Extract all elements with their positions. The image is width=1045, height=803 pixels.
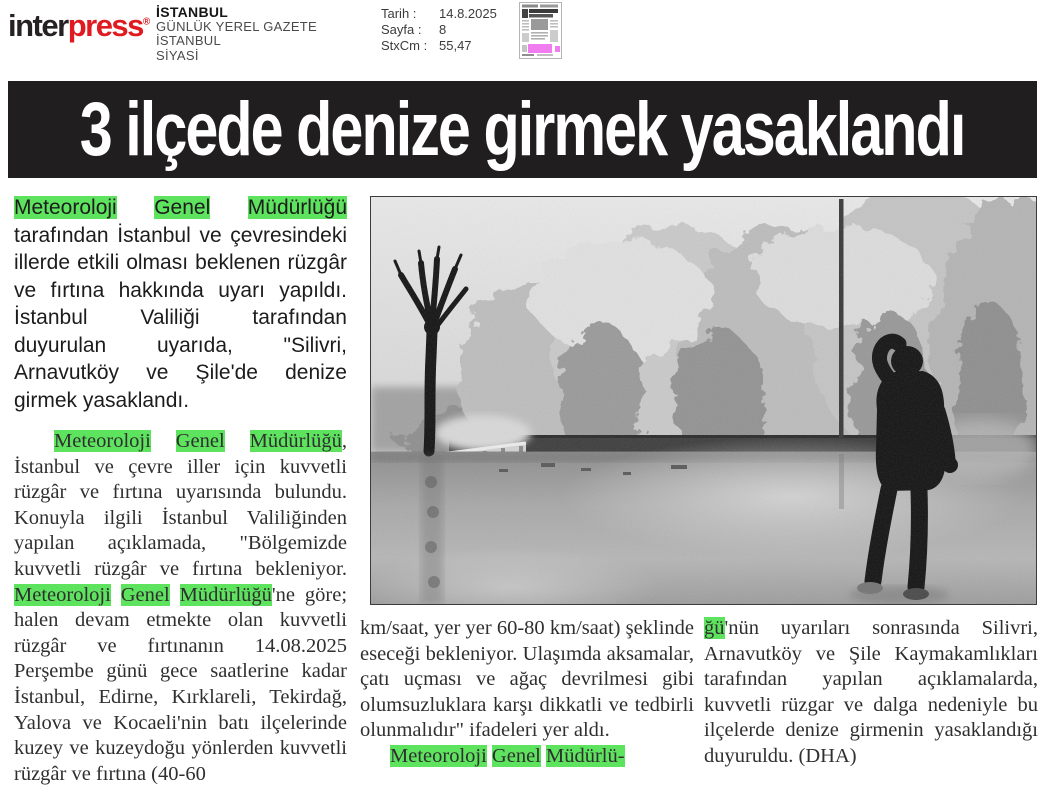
clipping-meta [381, 6, 497, 54]
meta-row-stxcm [381, 38, 497, 54]
body-paragraph-left: Meteoroloji Genel Müdürlüğü, İstanbul ve çevre iller için kuvvetli rüzgâr ve fırtına uyarısında bulundu. Konuyla ilgili İstanbul Valiliğinden yapılan açıklamada, "Bölgemizde kuvvetli rüzgâr ve fırtına bekleniyor. Meteoroloji Genel Müdürlüğü'ne göre; halen devam etmekte olan kuvvetli rüzgâr ve fırtınanın 14.08.2025 Perşembe günü gece saatlerine kadar İstanbul, Edirne, Kırklareli, Tekirdağ, Yalova ve Kocaeli'nin batı ilçelerinde kuzey ve kuzeydoğu yönlerden kuvvetli rüzgâr ve fırtına (40-60 [14, 430, 348, 785]
headline-bar [8, 81, 1037, 178]
column-middle [360, 616, 694, 770]
storm-photo [370, 196, 1037, 605]
registered-mark-icon: ® [142, 16, 151, 28]
publication-section: SİYASİ [156, 47, 199, 63]
interpress-logo [8, 8, 150, 44]
meta-value: 55,47 [439, 38, 472, 53]
lead-paragraph: Meteoroloji Genel Müdürlüğü tarafından İstanbul ve çevresindeki illerde etkili olması beklenen rüzgâr ve fırtına hakkında uyarı yapıldı. İstanbul Valiliği tarafından duyurulan uyarıda, "Silivri, Arnavutköy ve Şile'de denize girmek yasaklandı. [14, 196, 347, 412]
body-paragraph-middle-2: Meteoroloji Genel Müdürlü- [390, 744, 625, 767]
publication-info [156, 5, 317, 63]
meta-row-page [381, 22, 497, 38]
meta-label: Tarih : [381, 6, 417, 21]
meta-row-date [381, 6, 497, 22]
meta-value: 14.8.2025 [439, 6, 497, 21]
meta-value: 8 [439, 22, 447, 37]
publication-type: GÜNLÜK YEREL GAZETE [156, 18, 318, 34]
meta-label: StxCm : [381, 38, 428, 53]
page-thumbnail [519, 2, 562, 59]
storm-photo-illustration [371, 197, 1036, 604]
body-paragraph-right: ğü'nün uyarıları sonrasında Silivri, Arnavutköy ve Şile Kaymakamlıkları tarafından yapılan açıklamalarda, kuvvetli rüzgar ve dalga nedeniyle bu ilçelerde denize girmenin yasaklandığı duyuruldu. (DHA) [704, 617, 1038, 767]
publication-name: İSTANBUL [156, 4, 229, 20]
page-thumbnail-graphic [519, 2, 562, 59]
logo-text-inter: inter [8, 8, 68, 43]
logo-text-press: press [67, 8, 143, 43]
meta-label: Sayfa : [381, 22, 422, 37]
headline: 3 ilçede denize girmek yasaklandı [80, 87, 965, 172]
publication-city: İSTANBUL [156, 33, 222, 48]
body-paragraph-middle: km/saat, yer yer 60-80 km/saat) şeklinde eseceği bekleniyor. Ulaşımda aksamalar, çatı uçması ve ağaç devrilmesi gibi olumsuzluklara karşı dikkatli ve tedbirli olunmalıdır" ifadeleri yer aldı. [360, 617, 694, 742]
column-right [704, 616, 1038, 770]
column-left [14, 194, 347, 787]
thumbnail-highlight [528, 44, 552, 53]
